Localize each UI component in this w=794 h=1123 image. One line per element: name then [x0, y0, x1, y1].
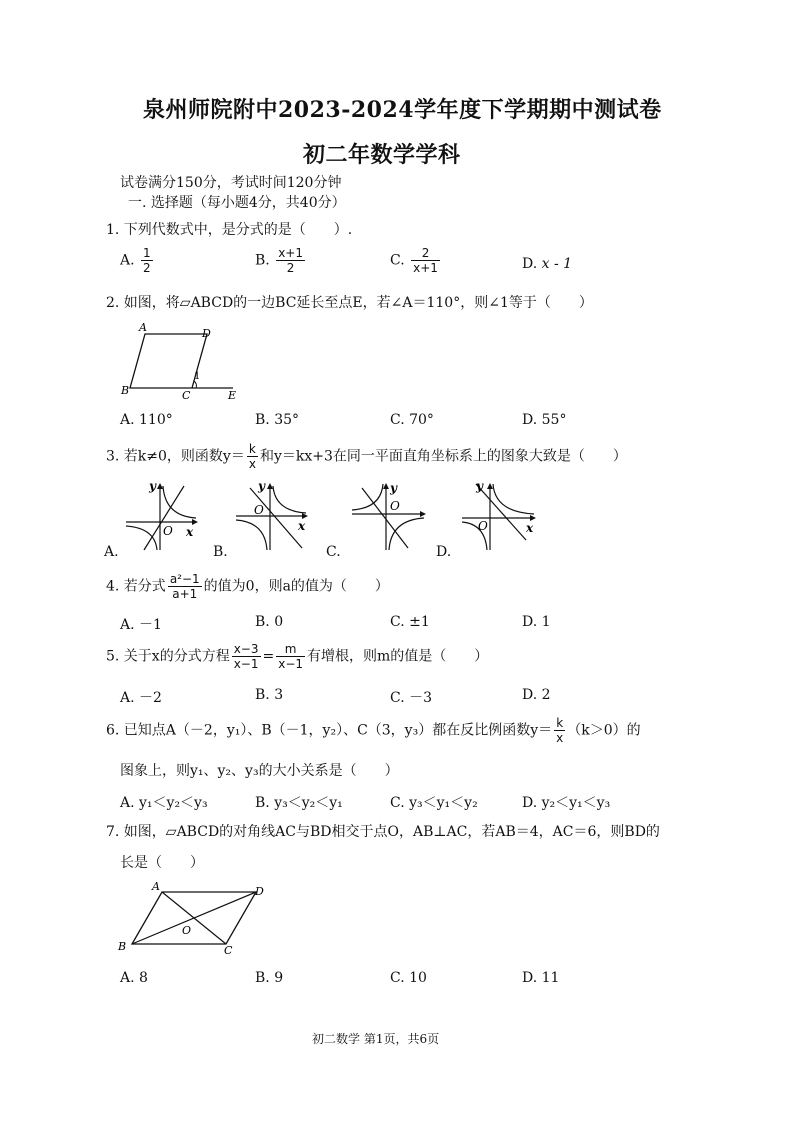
question-7-stem-line2: 长是（ ）: [120, 855, 204, 871]
question-5-stem: [106, 642, 488, 671]
q6-option-a: A. y₁＜y₂＜y₃: [120, 795, 208, 811]
page-footer: 初二数学 第1页，共6页: [312, 1032, 440, 1046]
q2-label-a: A: [139, 321, 147, 334]
q3d-origin-label: O: [478, 519, 488, 533]
q7-label-d: D: [255, 885, 264, 898]
q7-diagonal-bd: [132, 892, 256, 944]
q3b-origin-label: O: [254, 503, 264, 517]
q6-frac-numerator: k: [554, 716, 565, 731]
q3-option-c: C.: [326, 544, 341, 560]
q1-a-numerator: 1: [143, 246, 151, 260]
q4-frac-denominator: a+1: [172, 587, 198, 601]
q1-option-b-label: B.: [255, 252, 270, 269]
q7-option-c: C. 10: [390, 970, 427, 986]
q3-option-b: B.: [213, 544, 228, 560]
q3-stem-suffix: 和y＝kx+3在同一平面直角坐标系上的图象大致是（ ）: [259, 448, 627, 465]
q3-graph-c: [348, 478, 430, 553]
q7-label-a: A: [152, 880, 160, 893]
question-6-stem-line2: 图象上，则y₁、y₂、y₃的大小关系是（ ）: [120, 763, 399, 779]
q3d-y-label: y: [476, 479, 483, 493]
q1-b-numerator: x+1: [278, 246, 303, 260]
q5-option-b: B. 3: [255, 687, 284, 703]
q3a-hyperbola-branch-2: [126, 526, 157, 550]
q3-frac-numerator: k: [247, 442, 258, 457]
page-subtitle: 初二年数学学科: [303, 142, 461, 168]
q2-label-angle-1: 1: [194, 371, 201, 382]
q3-graph-d: [458, 478, 540, 553]
q3-frac-denominator: x: [248, 457, 256, 471]
q5-frac1-denominator: x−1: [233, 657, 259, 671]
q3b-y-arrow: [267, 483, 273, 489]
q4-stem-suffix: 的值为0，则a的值为（ ）: [203, 578, 389, 595]
q3-option-a: A.: [104, 544, 119, 560]
q3a-y-arrow: [157, 483, 163, 489]
q3a-y-label: y: [149, 479, 156, 493]
q5-stem-suffix: 有增根，则m的值是（ ）: [307, 648, 489, 665]
question-3-stem: [106, 442, 627, 471]
q5-option-a: A. －2: [120, 690, 162, 706]
q3c-line: [362, 488, 408, 548]
q3c-x-arrow: [420, 511, 426, 517]
q1-option-a: [120, 246, 155, 275]
q7-label-c: C: [224, 944, 233, 957]
q3a-x-label: x: [186, 525, 194, 539]
q6-stem-prefix: 6. 已知点A（－2，y₁）、B（－1，y₂）、C（3，y₃）都在反比例函数y＝: [106, 722, 553, 739]
q1-option-b: [255, 246, 307, 275]
question-7-stem: 7. 如图，▱ABCD的对角线AC与BD相交于点O，AB⊥AC，若AB＝4，AC＝6，则BD的: [106, 824, 660, 840]
q3a-hyperbola-branch-1: [163, 486, 196, 518]
q1-c-numerator: 2: [411, 246, 440, 261]
q3-graph-b: [232, 478, 312, 553]
q4-option-b: B. 0: [255, 614, 284, 630]
q1-option-d-text: x - 1: [541, 256, 573, 272]
page-title: 泉州师院附中2023-2024学年度下学期期中测试卷: [143, 97, 662, 123]
q5-stem-prefix: 5. 关于x的分式方程: [106, 648, 230, 665]
q1-option-c-label: C.: [390, 252, 405, 269]
q4-frac-numerator: a²−1: [169, 572, 200, 586]
q3c-y-label: y: [390, 481, 397, 495]
q3b-hyperbola-branch-1: [273, 486, 306, 513]
q7-option-a: A. 8: [120, 970, 148, 986]
q4-option-d: D. 1: [522, 614, 551, 630]
q2-parallelogram-figure: [115, 320, 250, 402]
q3-graph-a: [122, 478, 202, 553]
q1-a-denominator: 2: [143, 261, 151, 275]
q5-frac1-numerator: x−3: [233, 642, 259, 656]
q3b-y-label: y: [258, 479, 265, 493]
q2-label-c: C: [182, 389, 191, 402]
q2-option-b: B. 35°: [255, 412, 300, 428]
section-heading: 一. 选择题（每小题4分，共40分）: [128, 195, 346, 211]
q3a-origin-label: O: [163, 524, 173, 538]
q6-option-b: B. y₃＜y₂＜y₁: [255, 795, 343, 811]
question-1-stem: 1. 下列代数式中，是分式的是（ ）.: [106, 222, 353, 238]
q4-stem-prefix: 4. 若分式: [106, 578, 166, 595]
q1-b-denominator: 2: [286, 261, 295, 275]
q2-label-e: E: [228, 389, 237, 402]
q2-option-a: A. 110°: [120, 412, 173, 428]
q3c-hyperbola-branch-1: [352, 484, 383, 510]
q3d-y-arrow: [487, 483, 493, 489]
q7-label-b: B: [118, 940, 127, 953]
q4-option-a: A. －1: [120, 617, 162, 633]
q1-option-a-label: A.: [120, 252, 135, 269]
q3c-y-arrow: [383, 483, 389, 489]
q3b-x-label: x: [298, 519, 306, 533]
q6-option-c: C. y₃＜y₁＜y₂: [390, 795, 478, 811]
question-6-stem: [106, 716, 641, 745]
q2-label-d: D: [202, 327, 211, 340]
q4-option-c: C. ±1: [390, 614, 430, 630]
q5-frac2-numerator: m: [276, 642, 305, 657]
q7-option-d: D. 11: [522, 970, 560, 986]
q3-option-d: D.: [436, 544, 452, 560]
exam-info: 试卷满分150分，考试时间120分钟: [120, 175, 342, 191]
q5-frac2-denominator: x−1: [278, 657, 304, 671]
q3b-hyperbola-branch-2: [236, 520, 267, 550]
q6-stem-suffix: （k＞0）的: [567, 722, 641, 739]
q6-frac-denominator: x: [556, 731, 564, 745]
q2-option-d: D. 55°: [522, 412, 567, 428]
q3-stem-prefix: 3. 若k≠0，则函数y＝: [106, 448, 245, 465]
q7-label-o: O: [182, 924, 192, 937]
q1-option-d-label: D.: [522, 256, 538, 272]
q5-equals: =: [262, 648, 275, 665]
q7-parallelogram-figure: [112, 878, 272, 958]
q5-option-c: C. －3: [390, 690, 433, 706]
q2-angle-arc: [194, 381, 196, 388]
question-2-stem: 2. 如图，将▱ABCD的一边BC延长至点E，若∠A＝110°，则∠1等于（ ）: [106, 295, 593, 311]
q2-option-c: C. 70°: [390, 412, 434, 428]
question-4-stem: [106, 572, 389, 601]
q6-option-d: D. y₂＜y₁＜y₃: [522, 795, 611, 811]
q2-label-b: B: [121, 384, 130, 397]
q1-option-c: [390, 246, 442, 275]
q5-option-d: D. 2: [522, 687, 551, 703]
q1-c-denominator: x+1: [413, 261, 438, 275]
q7-option-b: B. 9: [255, 970, 284, 986]
q1-option-d: [522, 256, 572, 272]
q3c-origin-label: O: [390, 499, 400, 513]
q3d-x-label: x: [526, 521, 534, 535]
